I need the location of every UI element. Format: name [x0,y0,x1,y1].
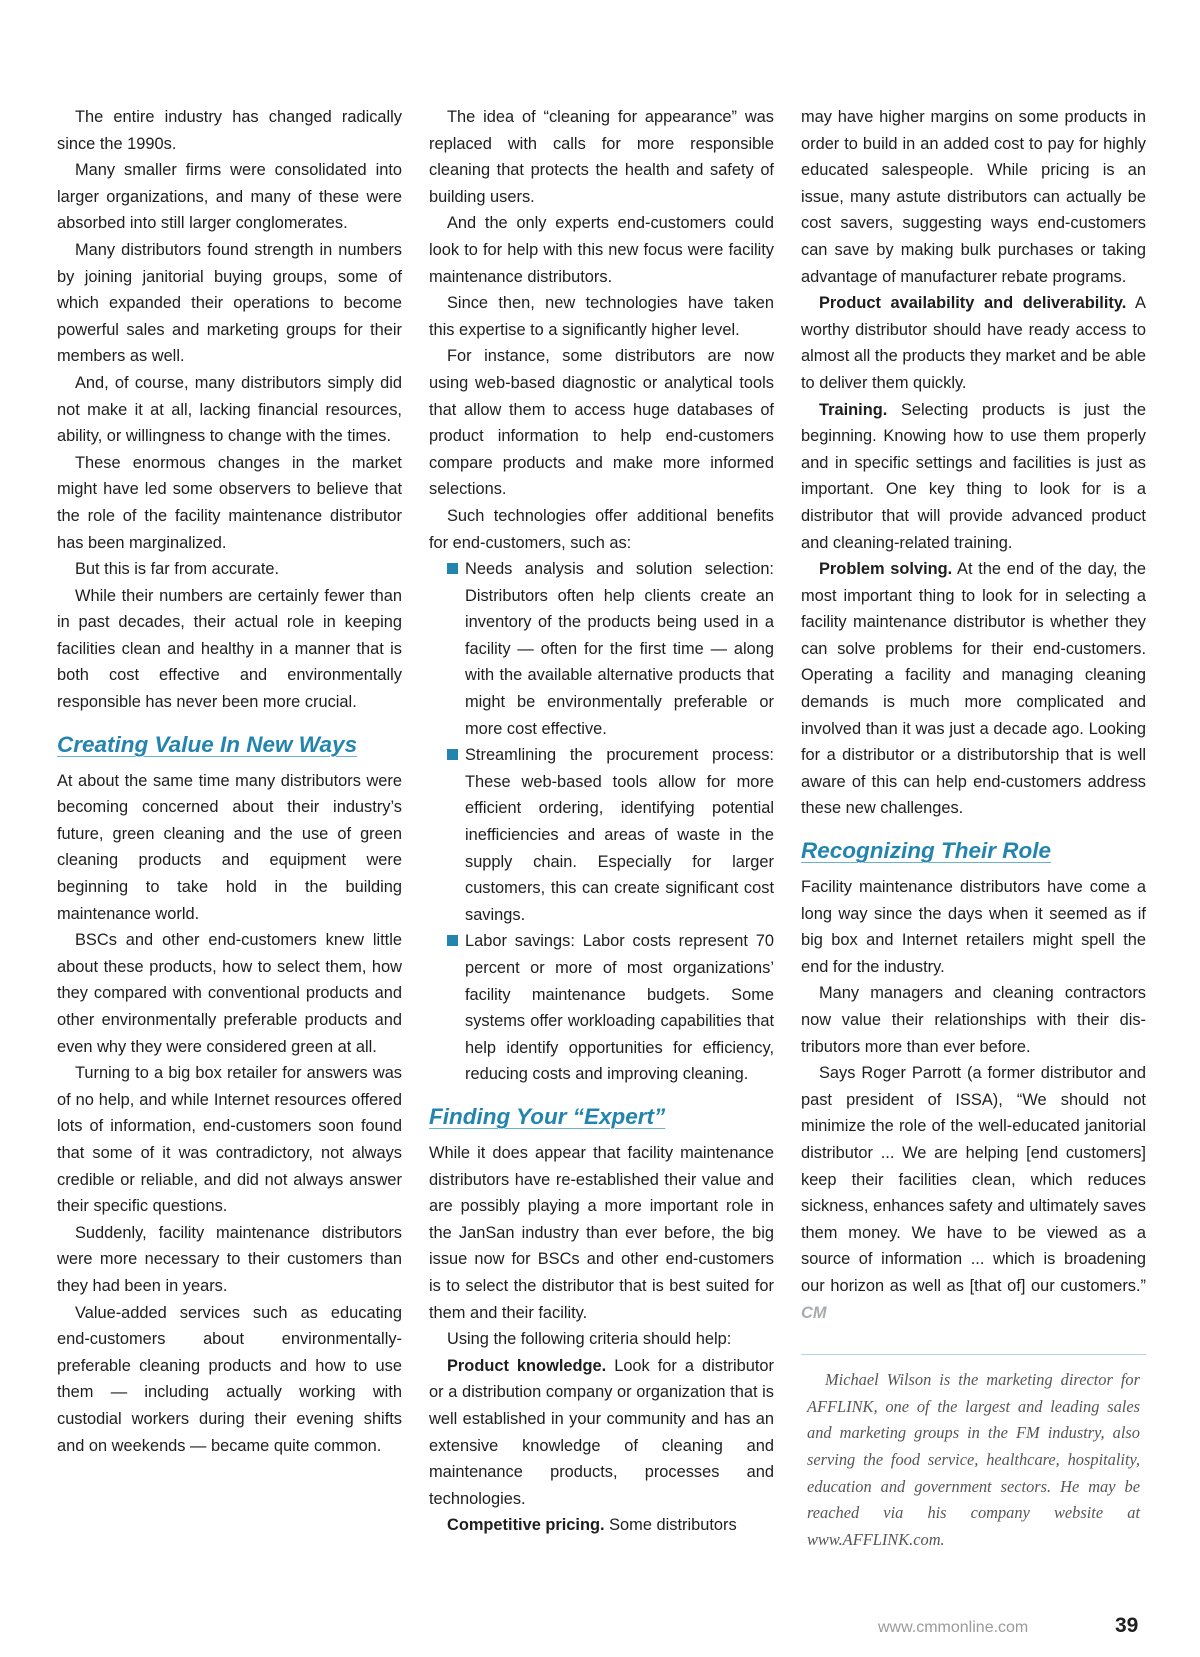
paragraph: The idea of “cleaning for appearance” was replaced with calls for more responsible cleaning that protects the health and safety of building users. [429,108,774,206]
paragraph: Using the following criteria should help: [447,1330,732,1349]
criterion-paragraph [801,397,1146,557]
paragraph: Facility maintenance distributors have come a long way since the days when it seemed as if big box and Internet retailers might spell the end for the industry. [801,878,1146,976]
list-item-text: Labor savings: Labor costs represent 70 percent or more of most organizations’ facility maintenance budgets. Some systems offer workloading capabilities that help identify opportunities for efficiency, reducing costs and improving cleaning. [465,932,774,1084]
list-item [429,928,774,1088]
bio-divider [801,1354,1146,1355]
quote-paragraph [801,1060,1146,1326]
quote-text: Says Roger Parrott (a former distributor and past president of ISSA), “We should not minimize the role of the well-educated janitorial distributor ... We are helping [end customers] keep their facilities clean, which reduces sickness, enhances safety and ultimately saves them money. We have to be viewed as a source of information ... which is broadening our horizon as well as [that of] our customers.” [801,1064,1146,1295]
paragraph: Many smaller firms were consolidated into larger organizations, and many of these were absorbed into still larger conglomerates. [57,161,402,233]
criterion-paragraph [801,290,1146,396]
paragraph: These enormous changes in the market might have led some observers to believe that the role of the facility maintenance distributor has been marginalized. [57,453,402,552]
paragraph: At about the same time many distributors were becoming concerned about their industry’s future, green cleaning and the use of green cleaning products and equipment were beginning to take hold in the building maintenance world. [57,771,402,923]
section-heading-creating-value: Creating Value In New Ways [57,731,358,757]
square-bullet-icon [447,935,458,946]
criterion-text: Selecting products is just the beginning. Knowing how to use them properly and in specific settings and facilities is just as important. One key thing to look for is a distributor that will provide advanced product and cleaning-related training. [801,400,1146,552]
paragraph: Such technologies offer additional benefits for end-customers, such as: [429,506,774,552]
paragraph: Many managers and cleaning contractors now value their relationships with their distributors more than ever before. [801,984,1146,1056]
criterion-label: Product knowledge. [447,1356,607,1375]
author-bio: Michael Wilson is the marketing director for AFFLINK, one of the largest and leading sales and marketing groups in the FM industry, also serving the food service, healthcare, hospitality, education and government sectors. He may be reached via his company website at www.AFFLINK.com. [807,1370,1140,1549]
cm-sign-off: CM [801,1303,827,1322]
article-column-1 [57,104,402,1459]
paragraph: And the only experts end-customers could look to for help with this new focus were facility maintenance distributors. [429,214,774,286]
paragraph: But this is far from accurate. [75,560,280,579]
list-item [429,556,774,742]
paragraph: may have higher margins on some products in order to build in an added cost to pay for highly educated salespeople. While pricing is an issue, many astute distributors can actually be cost savers, suggesting ways end-customers can save by making bulk purchases or taking advantage of manufacturer rebate programs. [801,108,1146,286]
section-heading-finding-expert: Finding Your “Expert” [429,1103,666,1129]
paragraph: For instance, some distributors are now using web-based diagnostic or analytical tools that allow them to access huge databases of product information to help end-customers compare products and make more informed selections. [429,347,774,499]
benefits-list [429,556,774,1088]
paragraph: Value-added services such as educating end-customers about environmentally-preferable cleaning products and how to use them — including actually working with custodial workers during their evening shifts and on weekends — became quite common. [57,1303,402,1455]
article-column-3 [801,104,1146,1553]
paragraph: BSCs and other end-customers knew little about these products, how to select them, how they compared with conventional products and other environmentally preferable products and even why they were considered green at all. [57,931,402,1056]
criterion-label: Competitive pricing. [447,1516,605,1535]
criterion-paragraph [429,1512,774,1539]
article-column-2 [429,104,774,1539]
paragraph: Suddenly, facility maintenance distributors were more necessary to their customers than they had been in years. [57,1223,402,1295]
square-bullet-icon [447,563,458,574]
footer-website: www.cmmonline.com [878,1619,1029,1636]
list-item-text: Needs analysis and solution selection: Distributors often help clients create an inventory of the products being used in a facility — often for the first time — along with the available alternative products that might be environmentally preferable or more cost effective. [465,560,774,738]
criterion-text: Look for a distributor or a distribution company or organization that is well established in your community and has an extensive knowledge of cleaning and maintenance products, processes and technologies. [429,1356,774,1508]
list-item-text: Streamlining the procurement process: These web-based tools allow for more efficient ordering, identifying potential inefficiencies and areas of waste in the supply chain. Especially for larger customers, this can create significant cost savings. [465,746,774,924]
paragraph: And, of course, many distributors simply did not make it at all, lacking financial resources, ability, or willingness to change with the times. [57,373,402,446]
square-bullet-icon [447,749,458,760]
criterion-label: Product availability and deliverability. [819,294,1127,313]
criterion-label: Problem solving. [819,560,953,579]
paragraph: While it does appear that facility maintenance distributors have re-established their value and are possibly playing a more important role in the JanSan industry than ever before, the big issue now for BSCs and other end-customers is to select the distributor that is best suited for them and their facility. [429,1143,774,1322]
criterion-paragraph [429,1353,774,1513]
criterion-text: Some distributors [604,1516,737,1535]
page-number: 39 [1115,1614,1139,1637]
criterion-label: Training. [819,400,888,419]
section-heading-recognizing-role: Recognizing Their Role [801,838,1052,864]
paragraph: The entire industry has changed radically since the 1990s. [57,108,402,153]
paragraph: While their numbers are certainly fewer than in past decades, their actual role in keeping facilities clean and healthy in a manner that is both cost effective and environmentally responsible has never been more crucial. [57,586,402,712]
criterion-text: At the end of the day, the most important thing to look for in selecting a facility maintenance distributor is whether they can solve problems for their end-customers. Operating a facility and managing cleaning demands is much more complicated and involved than it was just a decade ago. Looking for a distributor or a distributorship that is well aware of this can help end-customers address these new challenges. [801,560,1146,818]
list-item [429,742,774,928]
paragraph: Turning to a big box retailer for answers was of no help, and while Internet resources offered lots of information, end-customers soon found that some of it was contradictory, not always credible or reliable, and did not always answer their specific questions. [57,1064,402,1216]
paragraph: Since then, new technologies have taken this expertise to a significantly higher level. [429,294,774,339]
criterion-text: A worthy distributor should have ready access to almost all the products they market and be able to deliver them quickly. [801,294,1146,392]
paragraph: Many distributors found strength in numbers by joining janitorial buying groups, some of which expanded their operations to become powerful sales and marketing groups for their members as well. [57,240,402,366]
criterion-paragraph [801,556,1146,822]
